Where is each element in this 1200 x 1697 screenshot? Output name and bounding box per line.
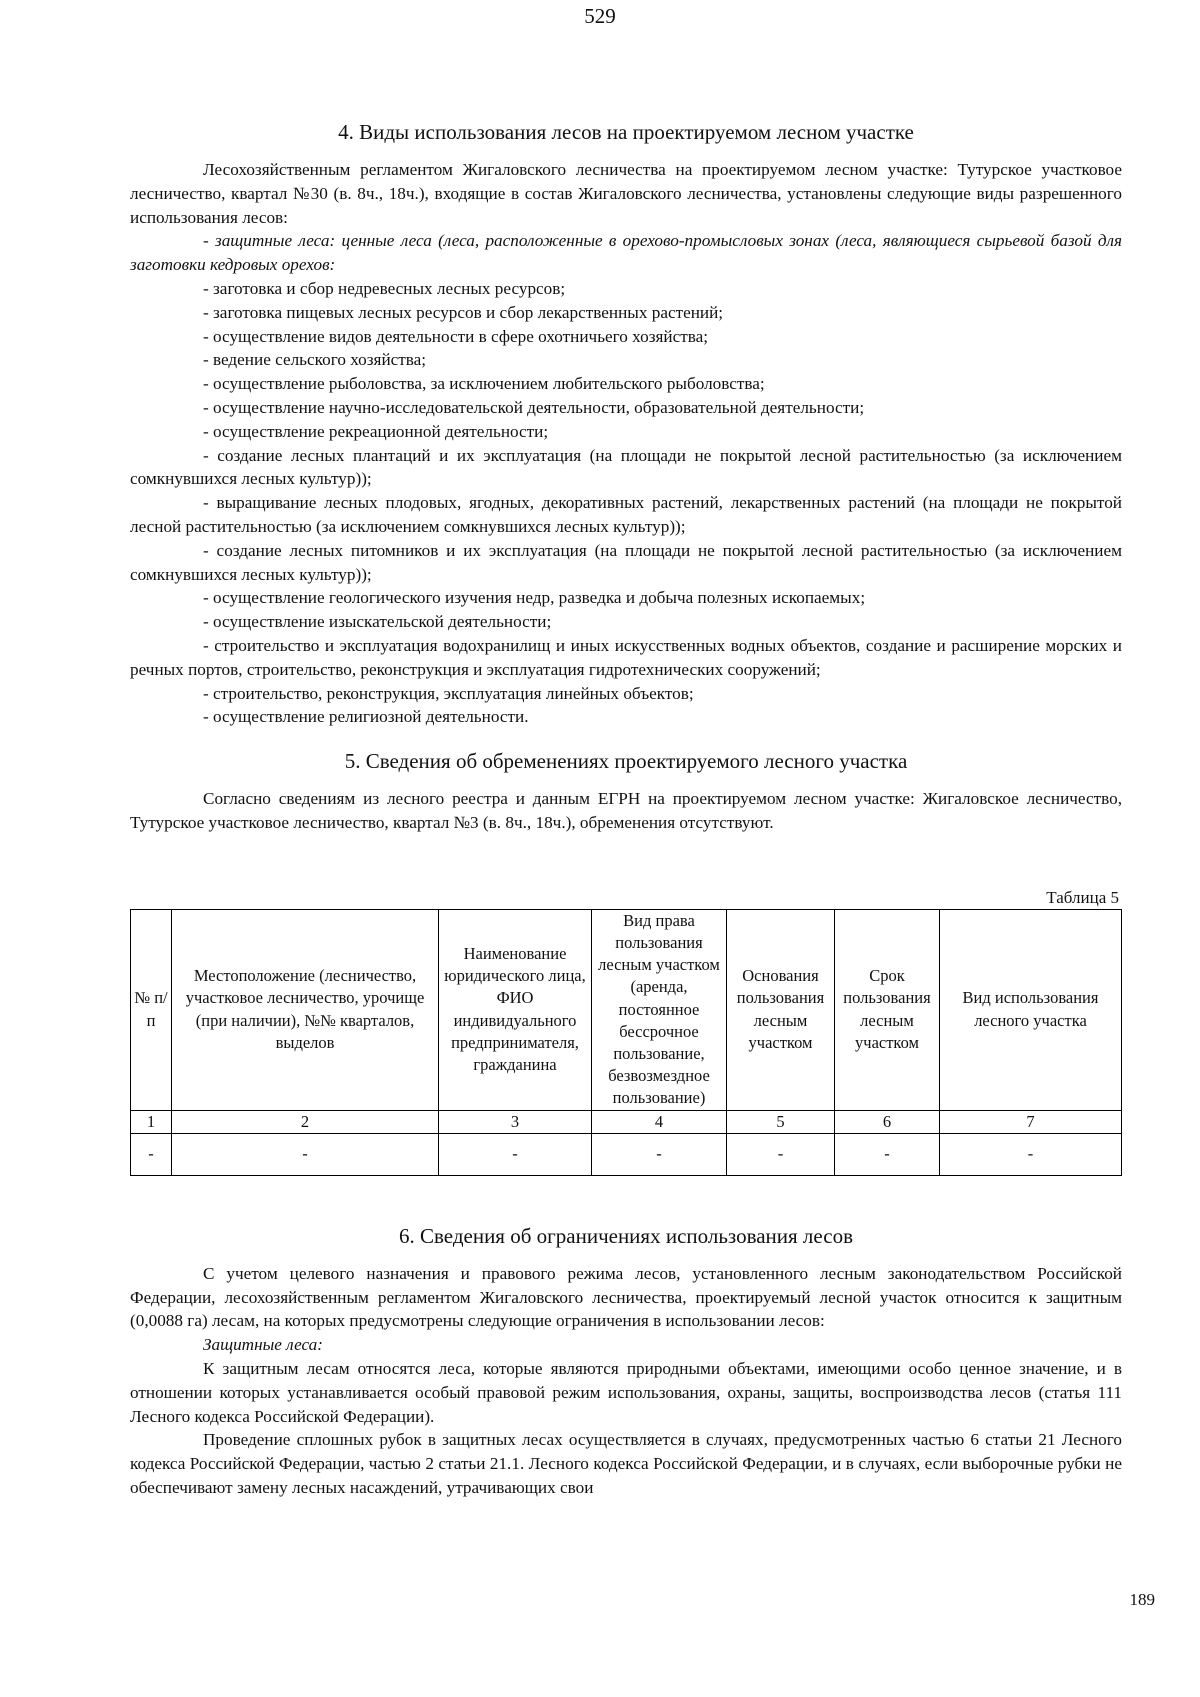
list-item: - строительство, реконструкция, эксплуатация линейных объектов; xyxy=(203,683,694,703)
encumbrances-table xyxy=(130,909,1122,1176)
list-item: - строительство и эксплуатация водохранилищ и иных искусственных водных объектов, создание и расширение морских и речных портов, строительство, реконструкция и эксплуатация гидротехнических сооружений; xyxy=(130,635,1122,679)
table-caption: Таблица 5 xyxy=(1046,887,1119,907)
section-4-italic-item: - защитные леса: ценные леса (леса, расположенные в орехово-промысловых зонах (леса, являющиеся сырьевой базой для заготовки кедровых орехов: xyxy=(130,231,1122,275)
table-cell: 4 xyxy=(592,1110,727,1133)
table-header-cell: Наименование юридического лица, ФИО индивидуального предпринимателя, гражданина xyxy=(439,909,592,1110)
table-header-cell: Основания пользования лесным участком xyxy=(727,909,835,1110)
table-cell: 6 xyxy=(835,1110,940,1133)
list-item: - создание лесных питомников и их эксплуатация (на площади не покрытой лесной растительностью (за исключением сомкнувшихся лесных культур)); xyxy=(130,540,1122,584)
section-6-title: 6. Сведения об ограничениях использования лесов xyxy=(398,1223,853,1248)
page-number-top: 529 xyxy=(584,4,616,28)
section-5-title: 5. Сведения об обременениях проектируемого лесного участка xyxy=(344,749,908,774)
table-cell: 3 xyxy=(439,1110,592,1133)
section-4-title: 4. Виды использования лесов на проектируемом лесном участке xyxy=(338,120,914,144)
table-cell: 5 xyxy=(727,1110,835,1133)
table-cell: - xyxy=(835,1133,940,1175)
table-header-cell: Вид использования лесного участка xyxy=(940,909,1122,1110)
section-5-text: Согласно сведениям из лесного реестра и данным ЕГРН на проектируемом лесном участке: Жигаловское лесничество, Тутурское участковое лесничество, квартал №3 (в. 8ч., 18ч.), обременения отсутствуют. xyxy=(130,789,1122,832)
table-cell: - xyxy=(439,1133,592,1175)
section-6-paragraph: К защитным лесам относятся леса, которые являются природными объектами, имеющими особо ценное значение, и в отношении которых устанавливается особый правовой режим использования, охраны, защиты, воспроизводства лесов (статья 111 Лесного кодекса Российской Федерации). xyxy=(130,1358,1122,1426)
list-item: - выращивание лесных плодовых, ягодных, декоративных растений, лекарственных растений (на площади не покрытой лесной растительностью (за исключением сомкнувшихся лесных культур)); xyxy=(130,493,1122,536)
table-cell: - xyxy=(131,1133,172,1175)
table-cell: 7 xyxy=(940,1110,1122,1133)
table-cell: 2 xyxy=(172,1110,439,1133)
table-cell: - xyxy=(940,1133,1122,1175)
list-item: - создание лесных плантаций и их эксплуатация (на площади не покрытой лесной растительностью (за исключением сомкнувшихся лесных культур)); xyxy=(130,445,1122,489)
table-header-cell: Местоположение (лесничество, участковое лесничество, урочище (при наличии), №№ кварталов, выделов xyxy=(172,909,439,1110)
table-row xyxy=(131,1110,1122,1133)
table-cell: - xyxy=(172,1133,439,1175)
list-item: - осуществление рекреационной деятельности; xyxy=(203,421,549,441)
page-number-bottom: 189 xyxy=(1129,1590,1155,1609)
list-item: - заготовка и сбор недревесных лесных ресурсов; xyxy=(203,278,566,298)
table-header-cell: Вид права пользования лесным участком (аренда, постоянное бессрочное пользование, безвозмездное пользование) xyxy=(592,909,727,1110)
list-item: - осуществление рыболовства, за исключением любительского рыболовства; xyxy=(203,374,765,394)
table-row xyxy=(131,1133,1122,1175)
section-4-intro: Лесохозяйственным регламентом Жигаловского лесничества на проектируемом лесном участке: Тутурское участковое лесничество, квартал №30 (в. 8ч., 18ч.), входящие в состав Жигаловского лесничества, установлены следующие виды разрешенного использования лесов: xyxy=(130,160,1122,227)
list-item: - осуществление геологического изучения недр, разведка и добыча полезных ископаемых; xyxy=(203,588,866,608)
list-item: - осуществление изыскательской деятельности; xyxy=(203,612,552,632)
table-cell: - xyxy=(592,1133,727,1175)
list-item: - осуществление научно-исследовательской деятельности, образовательной деятельности; xyxy=(203,397,865,417)
document-body xyxy=(130,118,1122,1500)
section-6-paragraph: С учетом целевого назначения и правового режима лесов, установленного лесным законодательством Российской Федерации, лесохозяйственным регламентом Жигаловского лесничества, проектируемый лесной участок относится к защитным (0,0088 га) лесам, на которых предусмотрены следующие ограничения в использовании лесов: xyxy=(130,1263,1122,1331)
list-item: - осуществление религиозной деятельности. xyxy=(203,707,529,727)
list-item: - ведение сельского хозяйства; xyxy=(203,350,427,370)
section-6-paragraph: Проведение сплошных рубок в защитных лесах осуществляется в случаях, предусмотренных частью 6 статьи 21 Лесного кодекса Российской Федерации, частью 2 статьи 21.1. Лесного кодекса Российской Федерации, и в случаях, если выборочные рубки не обеспечивают замену лесных насаждений, утрачивающих свои xyxy=(130,1430,1122,1497)
table-header-row xyxy=(131,909,1122,1110)
list-item: - заготовка пищевых лесных ресурсов и сбор лекарственных растений; xyxy=(203,302,724,322)
table-header-cell: № п/п xyxy=(131,909,172,1110)
list-item: - осуществление видов деятельности в сфере охотничьего хозяйства; xyxy=(203,326,709,346)
table-cell: 1 xyxy=(131,1110,172,1133)
table-cell: - xyxy=(727,1133,835,1175)
table-header-cell: Срок пользования лесным участком xyxy=(835,909,940,1110)
section-6-subheading: Защитные леса: xyxy=(203,1335,324,1355)
